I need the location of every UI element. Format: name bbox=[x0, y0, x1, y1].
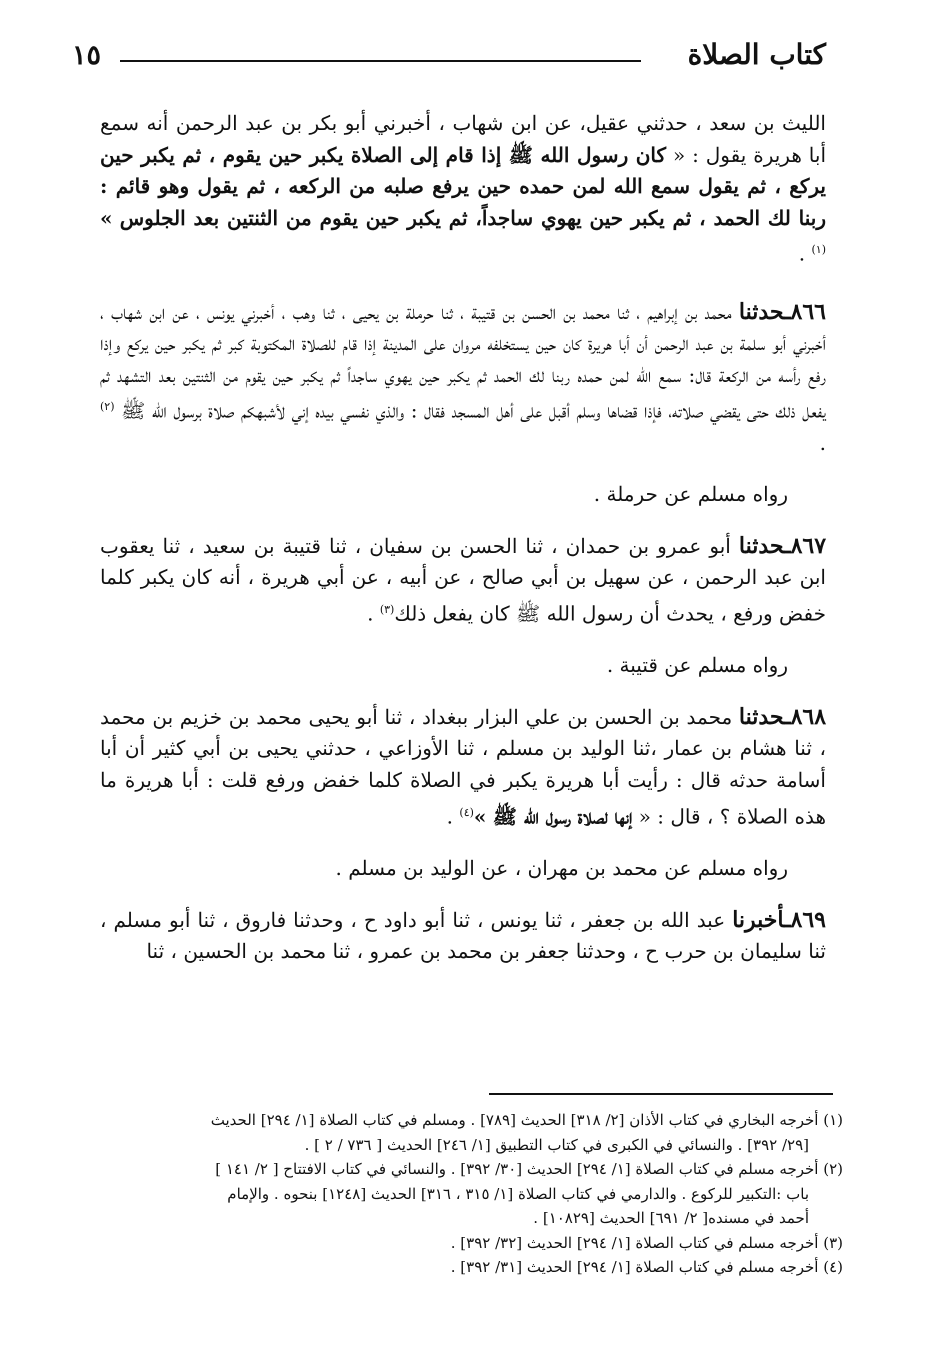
hadith-keyword: ـحدثنا bbox=[738, 703, 791, 730]
hadith-quote: كان رسول الله ﷺ إذا قام إلى الصلاة يكبر حين يقوم ، ثم يكبر حين يركع ، ثم يقول سمع الله لمن حمده حين يرفع صلبه من الركعه ، ثم يقول وهو قائم : ربنا لك الحمد ، ثم يكبر حين يهوي ساجداً، ثم يكبر حين يقوم من الثنتين بعد الجلوس bbox=[100, 142, 827, 230]
hadith-keyword: ـحدثنا bbox=[738, 532, 791, 559]
chapter-title: كتاب الصلاة bbox=[687, 38, 826, 71]
footnote-4: (٤) أخرجه مسلم في كتاب الصلاة [١/ ٢٩٤] الحديث [٣١/ ٣٩٢] . bbox=[450, 1258, 843, 1276]
footnote-1-cont: [٢٩/ ٣٩٢] . والنسائي في الكبرى في كتاب التطبيق [١/ ٢٤٦] الحديث [ ٧٣٦ / ٢ ] . bbox=[304, 1135, 809, 1154]
hadith-text: أبو عمرو بن حمدان ، ثنا الحسن بن سفيان ، ثنا قتيبة بن سعيد ، ثنا يعقوب ابن عبد الرحمن ، عن سهيل بن أبي صالح ، عن أبيه ، عن أبي هريرة ، أنه كان يكبر كلما خفض ورفع ، يحدث أن رسول الله ﷺ كان يفعل ذلك bbox=[100, 533, 826, 626]
hadith-text: محمد بن الحسن بن علي البزار ببغداد ، ثنا أبو يحيى محمد بن خزيم بن محمد ، ثنا هشام بن عمار ،ثنا الوليد بن مسلم ، ثنا الأوزاعي ، حدثني يحيى بن أبي كثير أن أبا أسامة حدثه قال : رأيت أبا هريرة يكبر في الصلاة كلما خفض ورفع قلت : أبا هريرة ما هذه الصلاة ؟ ، قال : « bbox=[100, 704, 826, 829]
header-rule bbox=[120, 60, 641, 62]
hadith-keyword: ـحدثنا bbox=[738, 298, 791, 325]
quote-close: » bbox=[100, 205, 113, 230]
hadith-text: عبد الله بن جعفر ، ثنا يونس ، ثنا أبو داود ح ، وحدثنا فاروق ، ثنا أبو مسلم ، ثنا سليمان بن حرب ح ، وحدثنا جعفر بن محمد بن عمرو ، ثنا محمد بن الحسين ، ثنا bbox=[100, 907, 826, 964]
footnotes bbox=[108, 1108, 843, 1280]
hadith-number: ٨٦٨ bbox=[790, 703, 827, 730]
hadith-quote: إنها لصلاة رسول الله ﷺ bbox=[492, 804, 633, 829]
hadith-867: ٨٦٧ـحدثنا أبو عمرو بن حمدان ، ثنا الحسن بن سفيان ، ثنا قتيبة بن سعيد ، ثنا يعقوب ابن عبد الرحمن ، عن سهيل بن أبي صالح ، عن أبيه ، عن أبي هريرة ، أنه كان يكبر كلما خفض ورفع ، يحدث أن رسول الله ﷺ كان يفعل ذلك$^{(٣)}$ . bbox=[100, 532, 827, 626]
hadith-868: ٨٦٨ـحدثنا محمد بن الحسن بن علي البزار ببغداد ، ثنا أبو يحيى محمد بن خزيم بن محمد ، ثنا هشام بن عمار ،ثنا الوليد بن مسلم ، ثنا الأوزاعي ، حدثني يحيى بن أبي كثير أن أبا أسامة حدثه قال : رأيت أبا هريرة يكبر في الصلاة كلما خفض ورفع قلت : أبا هريرة ما هذه الصلاة ؟ ، قال : « إنها لصلاة رسول الله ﷺ »$^{(٤)}$ . bbox=[100, 703, 827, 829]
hadith-869 bbox=[100, 905, 826, 968]
paragraph-continuation: الليث بن سعد ، حدثني عقيل، عن ابن شهاب ، أخبرني أبو بكر بن عبد الرحمن أنه سمع أبا هريرة يقول : « كان رسول الله ﷺ إذا قام إلى الصلاة يكبر حين يقوم ، ثم يكبر حين يركع ، ثم يقول سمع الله لمن حمده حين يرفع صلبه من الركعه ، ثم يقول وهو قائم : ربنا لك الحمد ، ثم يكبر حين يهوي ساجداً، ثم يكبر حين يقوم من الثنتين بعد الجلوس » $^{(١)}$ . bbox=[100, 111, 827, 267]
page-header bbox=[72, 38, 826, 78]
narration-note: رواه مسلم عن قتيبة . bbox=[606, 653, 788, 678]
footnote-ref: (١) bbox=[811, 243, 826, 257]
hadith-866: ٨٦٦ـحدثنا محمد بن إبراهيم ، ثنا محمد بن الحسن بن قتيبة ، ثنا حرملة بن يحيى ، ثنا وهب ، أخبرني يونس ، عن ابن شهاب ، أخبرني أبو سلمة بن عبد الرحمن أن أبا هريرة كان حين يستخلفه مروان على المدينة إذا قام للصلاة المكتوبة كبر ثم يكبر حين يركع وإذا رفع رأسه من الركعة قال: سمع الله لمن حمده ربنا لك الحمد ثم يكبر حين يهوي ساجداً ثم يكبر حين يقوم من الثنتين بعد التشهد ثم يفعل ذلك حتى يقضي صلاته، فإذا قضاها وسلم أقبل على أهل المسجد فقال : والذي نفسي بيده إني لأشبهكم صلاة برسول الله ﷺ $^{(٢)}$ . bbox=[100, 298, 827, 455]
footnote-2-cont: باب :التكبير للركوع . والدارمي في كتاب الصلاة [١/ ٣١٥ ، ٣١٦] الحديث [١٢٤٨] بنحوه . والإمام bbox=[227, 1184, 809, 1203]
footnote-ref: (٤) bbox=[459, 805, 474, 819]
footnote-2: (٢) أخرجه مسلم في كتاب الصلاة [١/ ٢٩٤] الحديث [٣٠/ ٣٩٢] . والنسائي في كتاب الافتتاح [ ٢/ ١٤١ ] bbox=[215, 1160, 843, 1178]
hadith-text: محمد بن إبراهيم ، ثنا محمد بن الحسن بن قتيبة ، ثنا حرملة بن يحيى ، ثنا وهب ، أخبرني يونس ، عن ابن شهاب ، أخبرني أبو سلمة بن عبد الرحمن أن أبا هريرة كان حين يستخلفه مروان على المدينة إذا قام للصلاة المكتوبة كبر ثم يكبر حين يركع وإذا رفع رأسه من الركعة قال: سمع الله لمن حمده ربنا لك الحمد ثم يكبر حين يهوي ساجداً ثم يكبر حين يقوم من الثنتين بعد التشهد ثم يفعل ذلك حتى يقضي صلاته، فإذا قضاها وسلم أقبل على أهل المسجد فقال : والذي نفسي بيده إني لأشبهكم صلاة برسول الله ﷺ bbox=[100, 299, 827, 424]
footnote-ref: (٣) bbox=[379, 603, 395, 617]
hadith-number: ٨٦٦ bbox=[790, 298, 826, 325]
footnote-1: (١) أخرجه البخاري في كتاب الأذان [٢/ ٣١٨] الحديث [٧٨٩] . ومسلم في كتاب الصلاة [١/ ٢٩٤] الحديث bbox=[210, 1111, 843, 1129]
narration-note: رواه مسلم عن محمد بن مهران ، عن الوليد بن مسلم . bbox=[335, 855, 788, 880]
footnote-3: (٣) أخرجه مسلم في كتاب الصلاة [١/ ٢٩٤] الحديث [٣٢/ ٣٩٢] . bbox=[450, 1233, 843, 1252]
page-number: ١٥ bbox=[72, 40, 102, 71]
footnote-ref: (٢) bbox=[100, 400, 115, 414]
narration-note: رواه مسلم عن حرملة . bbox=[593, 482, 788, 507]
hadith-number: ٨٦٩ bbox=[790, 906, 826, 933]
page-body bbox=[100, 108, 826, 968]
hadith-number: ٨٦٧ bbox=[790, 532, 827, 559]
paragraph-text: الليث بن سعد ، حدثني عقيل، عن ابن شهاب ، أخبرني أبو بكر بن عبد الرحمن أنه سمع أبا هريرة يقول : « bbox=[100, 111, 826, 167]
footnote-2-cont: أحمد في مسنده[ ٢/ ٦٩١] الحديث [١٠٨٢٩] . bbox=[533, 1209, 809, 1227]
quote-close: » bbox=[473, 804, 487, 829]
footnote-separator bbox=[489, 1093, 833, 1095]
hadith-keyword: ـأخبرنا bbox=[732, 906, 791, 933]
